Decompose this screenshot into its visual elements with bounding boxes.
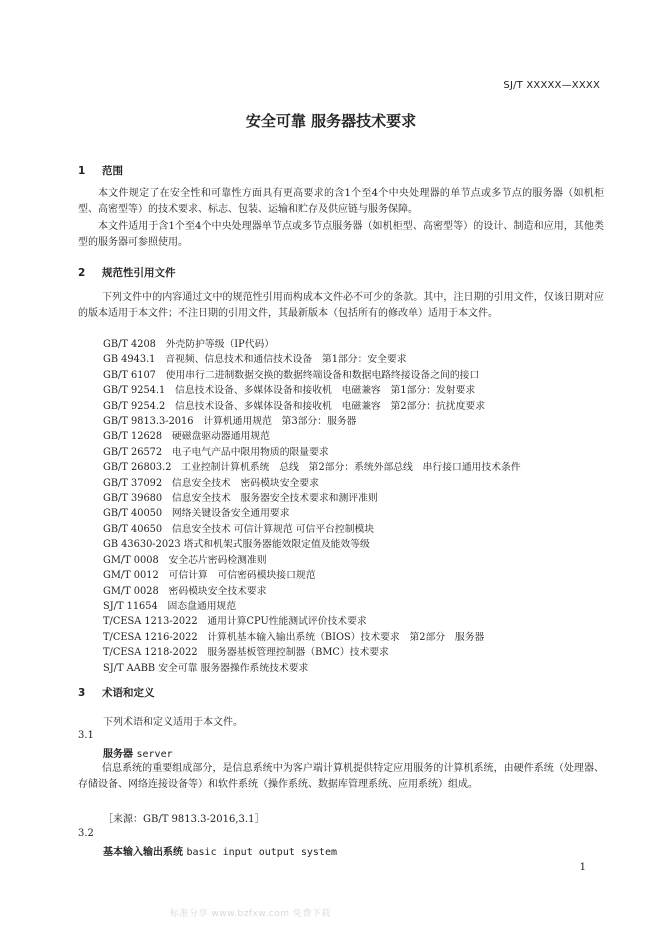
doc-code: SJ/T XXXXX—XXXX <box>503 80 600 91</box>
section-number: 3 <box>78 687 86 699</box>
term-definition: 信息系统的重要组成部分，是信息系统中为客户端计算机提供特定应用服务的计算机系统，由硬件系统（处理器、存储设备、网络连接设备等）和软件系统（操作系统、数据库管理系统、应用系统）组成。 <box>78 763 604 790</box>
term-heading <box>103 745 173 760</box>
reference-item: GB/T 6107 使用串行二进制数据交换的数据终端设备和数据电路终接设备之间的接口 <box>103 369 480 381</box>
section-title: 范围 <box>102 165 123 177</box>
reference-item: T/CESA 1218-2022 服务器基板管理控制器（BMC）技术要求 <box>103 647 389 659</box>
page-number: 1 <box>579 862 586 873</box>
section-2-intro: 下列文件中的内容通过文中的规范性引用而构成本文件必不可少的条款。其中，注日期的引用文件，仅该日期对应的版本适用于本文件；不注日期的引用文件，其最新版本（包括所有的修改单）适用于本文件。 <box>78 292 604 319</box>
term-heading <box>103 843 337 858</box>
reference-item: GB/T 9254.2 信息技术设备、多媒体设备和接收机 电磁兼容 第2部分：抗扰度要求 <box>103 400 485 412</box>
section-number: 2 <box>78 267 86 279</box>
page-title: 安全可靠 服务器技术要求 <box>245 112 417 130</box>
reference-item: GB/T 37092 信息安全技术 密码模块安全要求 <box>103 477 319 489</box>
section-3-intro: 下列术语和定义适用于本文件。 <box>103 717 243 728</box>
term-english: server <box>136 749 173 760</box>
reference-item: GB/T 4208 外壳防护等级（IP代码） <box>103 339 275 350</box>
reference-item: SJ/T AABB 安全可靠 服务器操作系统技术要求 <box>103 662 309 674</box>
term-chinese: 服务器 <box>103 749 133 760</box>
reference-item: GB/T 12628 硬磁盘驱动器通用规范 <box>103 431 270 443</box>
reference-list <box>103 337 521 676</box>
reference-item: GB/T 40650 信息安全技术 可信计算规范 可信平台控制模块 <box>103 523 375 535</box>
reference-item: GB/T 9813.3-2016 计算机通用规范 第3部分：服务器 <box>103 416 357 428</box>
term-number: 3.2 <box>78 828 94 839</box>
reference-item: GB/T 39680 信息安全技术 服务器安全技术要求和测评准则 <box>103 493 378 505</box>
reference-item: T/CESA 1216-2022 计算机基本输入输出系统（BIOS）技术要求 第2部分 服务器 <box>103 631 485 643</box>
section-1-paragraph-2: 本文件适用于含1个至4个中央处理器单节点或多节点服务器（如机柜型、高密型等）的设计、制造和应用，其他类型的服务器可参照使用。 <box>78 221 604 248</box>
reference-item: GM/T 0028 密码模块安全技术要求 <box>103 585 267 597</box>
reference-item: GB/T 9254.1 信息技术设备、多媒体设备和接收机 电磁兼容 第1部分：发射要求 <box>103 385 476 397</box>
section-2-heading <box>78 265 176 280</box>
term-source: ［来源：GB/T 9813.3-2016,3.1］ <box>103 814 265 825</box>
term-number: 3.1 <box>78 730 94 741</box>
reference-item: GB 43630-2023 塔式和机架式服务器能效限定值及能效等级 <box>103 539 370 551</box>
reference-item: GB 4943.1 音视频、信息技术和通信技术设备 第1部分：安全要求 <box>103 354 407 366</box>
reference-item: T/CESA 1213-2022 通用计算CPU性能测试评价技术要求 <box>103 616 367 628</box>
reference-item: GM/T 0012 可信计算 可信密码模块接口规范 <box>103 570 316 582</box>
term-chinese: 基本输入输出系统 <box>103 847 183 858</box>
section-1-heading <box>78 163 123 178</box>
section-1-paragraph-1: 本文件规定了在安全性和可靠性方面具有更高要求的含1个至4个中央处理器的单节点或多节点的服务器（如机柜型、高密型等）的技术要求、标志、包装、运输和贮存及供应链与服务保障。 <box>78 188 604 215</box>
reference-item: GB/T 40050 网络关键设备安全通用要求 <box>103 508 290 520</box>
watermark-text: 标准分享 www.bzfxw.com 免费下载 <box>170 909 331 919</box>
section-3-heading <box>78 685 155 700</box>
reference-item: GM/T 0008 安全芯片密码检测准则 <box>103 554 267 566</box>
reference-item: GB/T 26803.2 工业控制计算机系统 总线 第2部分：系统外部总线 串行接口通用技术条件 <box>103 462 521 474</box>
term-english: basic input output system <box>186 847 337 858</box>
section-number: 1 <box>78 165 86 177</box>
reference-item: GB/T 26572 电子电气产品中限用物质的限量要求 <box>103 446 329 458</box>
reference-item: SJ/T 11654 固态盘通用规范 <box>103 600 237 612</box>
section-title: 术语和定义 <box>102 687 155 699</box>
section-title: 规范性引用文件 <box>102 267 176 279</box>
